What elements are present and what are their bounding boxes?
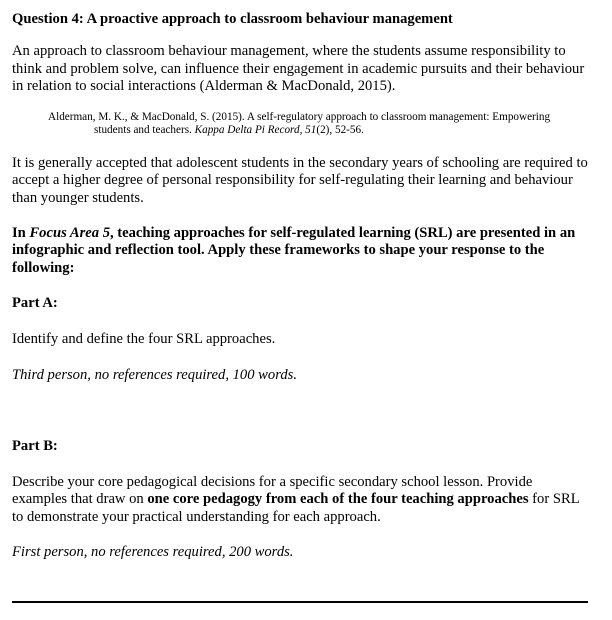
part-a-requirements: Third person, no references required, 100 words. (12, 366, 297, 383)
question-title: Question 4: A proactive approach to classroom behaviour management (12, 11, 453, 27)
part-b-task-end: for SRL to demonstrate your practical understanding for each approach. (12, 491, 580, 525)
instruction-prefix: In (12, 224, 30, 241)
part-b-task-emphasis: one core pedagogy from each of the four teaching approaches (147, 491, 529, 508)
context-paragraph: It is generally accepted that adolescent students in the secondary years of schooling are required to accept a higher degree of personal responsibility for self-regulating their learning and behaviour than younger students. (12, 154, 588, 206)
document-page (12, 6, 588, 561)
part-b-task-start: Describe your core pedagogical decisions for a specific secondary school lesson. Provide examples that draw on (12, 473, 533, 508)
instruction-paragraph (12, 225, 588, 278)
part-a-heading: Part A: (12, 295, 58, 312)
citation-issue-pages: (2), 52-56. (316, 124, 364, 137)
citation-journal: Kappa Delta Pi Record, 51 (194, 124, 317, 137)
part-b-requirements: First person, no references required, 200 words. (12, 543, 294, 560)
bottom-divider (12, 601, 588, 603)
intro-paragraph: An approach to classroom behaviour management, where the students assume responsibility to think and problem solve, can influence their engagement in academic pursuits and their behaviour in relation to social interactions (Alderman & MacDonald, 2015). (12, 43, 585, 95)
citation-authors: Alderman, M. K., & MacDonald, S. (2015). A self-regulatory approach to classroom management: Empowering students and teachers. (48, 110, 551, 137)
part-a-task: Identify and define the four SRL approaches. (12, 330, 276, 347)
reference-citation (48, 111, 588, 138)
instruction-text: , teaching approaches for self-regulated learning (SRL) are presented in an infographic and reflection tool. Apply these frameworks to shape your response to the following: (12, 224, 576, 276)
part-b-task (12, 474, 588, 527)
part-b-heading: Part B: (12, 438, 58, 455)
instruction-focus-area: Focus Area 5 (29, 224, 110, 241)
